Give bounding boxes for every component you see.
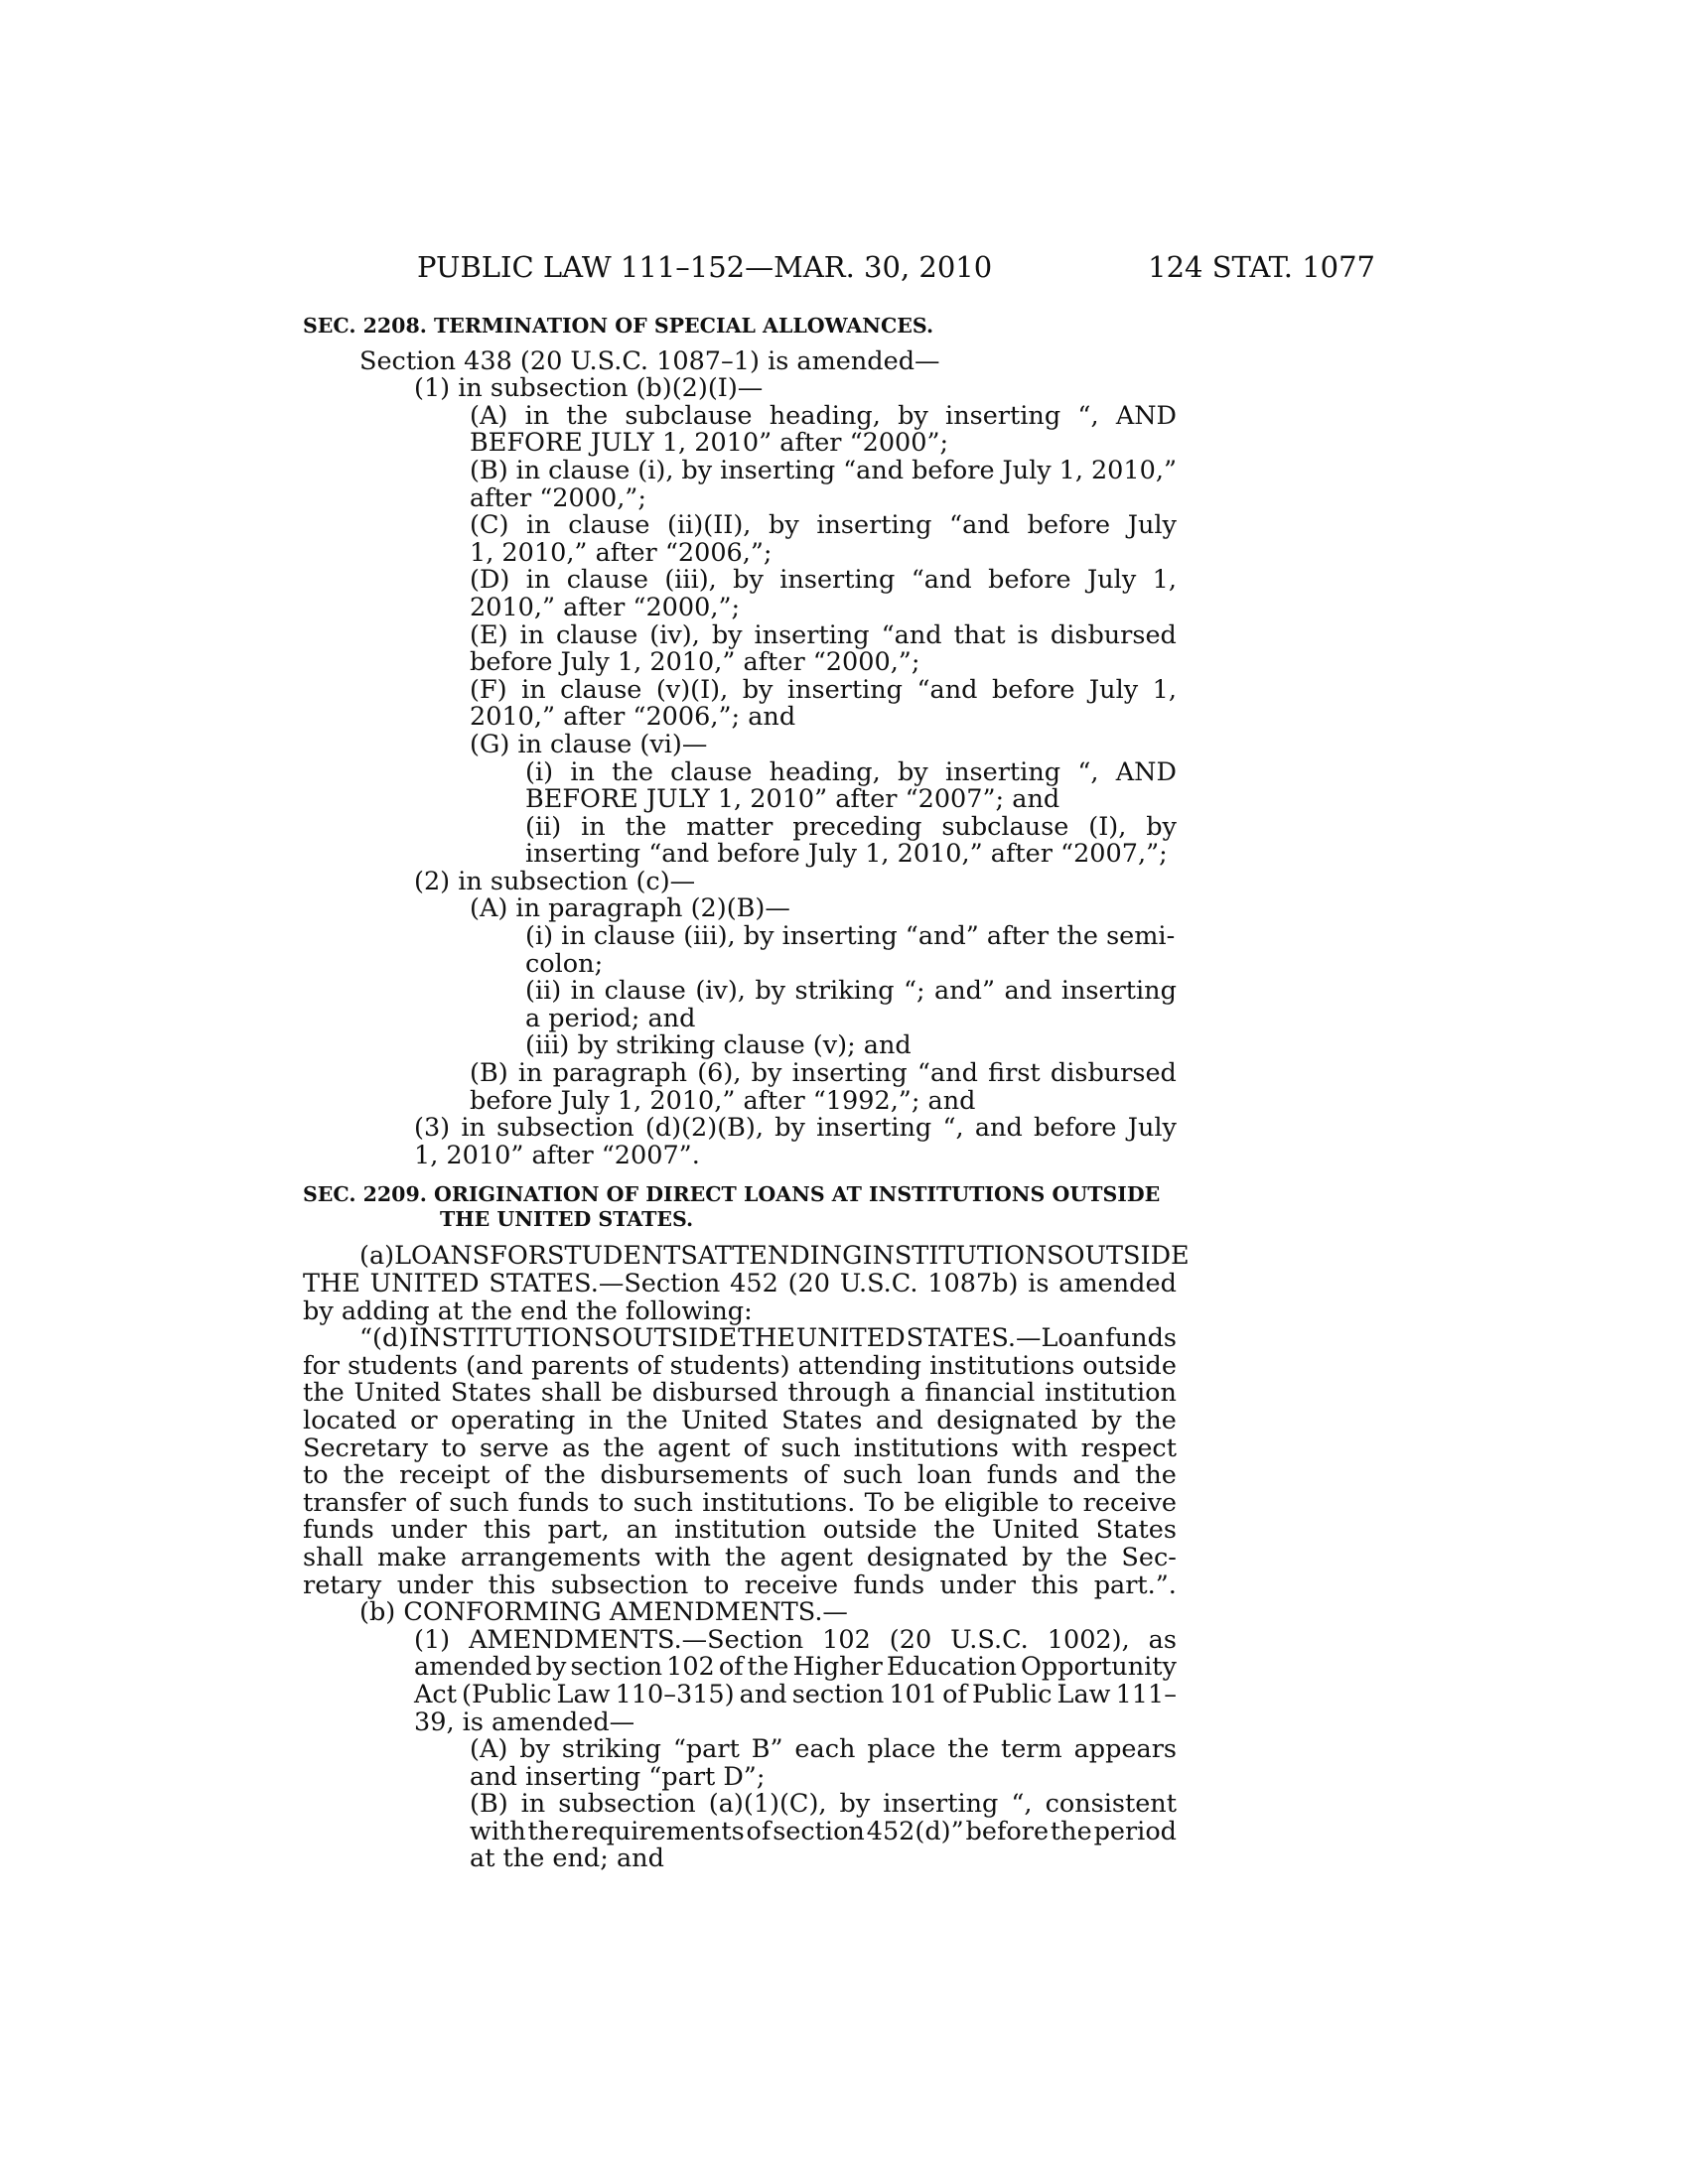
text-line: THE UNITED STATES.—Section 452 (20 U.S.C. 1087b) is amended	[303, 1269, 1177, 1298]
text-line: retary under this subsection to receive funds under this part.”.	[303, 1570, 1177, 1600]
running-header	[303, 250, 1375, 290]
text-line: (ii) in clause (iv), by striking “; and” and inserting	[525, 976, 1177, 1007]
text-line: (B) in paragraph (6), by inserting “and first disbursed	[470, 1058, 1177, 1089]
text-line: inserting “and before July 1, 2010,” after “2007,”;	[525, 839, 1168, 870]
text-line: Section 438 (20 U.S.C. 1087–1) is amended—	[359, 345, 940, 376]
text-line: the United States shall be disbursed through a financial institution	[303, 1378, 1177, 1409]
header-page-number: 124 STAT. 1077	[1148, 250, 1375, 284]
text-line: (a) LOANS FOR STUDENTS ATTENDING INSTITUTIONS OUTSIDE	[359, 1241, 1190, 1272]
text-line: shall make arrangements with the agent designated by the Sec-	[303, 1542, 1177, 1572]
text-line: (A) in the subclause heading, by inserting “, AND	[470, 400, 1177, 431]
text-line: (C) in clause (ii)(II), by inserting “and before July	[470, 510, 1177, 541]
text-line: at the end; and	[470, 1843, 664, 1874]
text-line: Act (Public Law 110–315) and section 101 of Public Law 111–	[414, 1679, 1177, 1709]
text-line: to the receipt of the disbursements of such loan funds and the	[303, 1460, 1177, 1491]
text-line: BEFORE JULY 1, 2010” after “2007”; and	[525, 784, 1060, 815]
text-line: (A) in paragraph (2)(B)—	[470, 893, 790, 924]
text-line: for students (and parents of students) attending institutions outside	[303, 1350, 1177, 1381]
text-line: (D) in clause (iii), by inserting “and before July 1,	[470, 565, 1177, 596]
text-line: (B) in subsection (a)(1)(C), by inserting “, consistent	[470, 1789, 1177, 1820]
text-line: located or operating in the United States and designated by the	[303, 1405, 1177, 1435]
text-line: (G) in clause (vi)—	[470, 729, 708, 759]
document-body	[303, 313, 1190, 1874]
text-line: (2) in subsection (c)—	[414, 866, 696, 896]
text-line: 2010,” after “2006,”; and	[470, 702, 796, 733]
header-citation: PUBLIC LAW 111–152—MAR. 30, 2010	[417, 250, 993, 284]
section-heading: SEC. 2209. ORIGINATION OF DIRECT LOANS AT INSTITUTIONS OUTSIDE	[303, 1182, 1161, 1207]
text-line: (i) in clause (iii), by inserting “and” after the semi-	[525, 921, 1176, 952]
text-line: funds under this part, an institution outside the United States	[303, 1515, 1177, 1546]
text-line: before July 1, 2010,” after “1992,”; and	[470, 1085, 976, 1116]
text-line: colon;	[525, 948, 604, 979]
text-line: 2010,” after “2000,”;	[470, 592, 741, 622]
text-line: with the requirements of section 452(d)” before the period	[470, 1816, 1177, 1846]
text-line: (B) in clause (i), by inserting “and before July 1, 2010,”	[470, 455, 1177, 485]
text-line: (F) in clause (v)(I), by inserting “and before July 1,	[470, 674, 1177, 705]
text-line: transfer of such funds to such institutions. To be eligible to receive	[303, 1487, 1177, 1518]
text-line: after “2000,”;	[470, 482, 646, 513]
text-line: amended by section 102 of the Higher Education Opportunity	[414, 1652, 1177, 1683]
text-line: (3) in subsection (d)(2)(B), by inserting “, and before July	[414, 1113, 1177, 1144]
text-line: before July 1, 2010,” after “2000,”;	[470, 647, 920, 678]
text-line: (E) in clause (iv), by inserting “and that is disbursed	[470, 619, 1177, 650]
text-line: by adding at the end the following:	[303, 1296, 753, 1326]
text-line: and inserting “part D”;	[470, 1761, 766, 1792]
text-line: “(d) INSTITUTIONS OUTSIDE THE UNITED STATES.—Loan funds	[359, 1323, 1177, 1354]
text-line: (ii) in the matter preceding subclause (I), by	[525, 811, 1177, 842]
text-line: (b) CONFORMING AMENDMENTS.—	[359, 1597, 848, 1628]
text-line: 1, 2010,” after “2006,”;	[470, 537, 773, 568]
section-heading-continued: THE UNITED STATES.	[440, 1207, 694, 1232]
text-line: (1) AMENDMENTS.—Section 102 (20 U.S.C. 1002), as	[414, 1624, 1177, 1655]
text-line: 39, is amended—	[414, 1706, 635, 1737]
text-line: 1, 2010” after “2007”.	[414, 1140, 700, 1170]
text-line: (1) in subsection (b)(2)(I)—	[414, 373, 764, 404]
section-heading: SEC. 2208. TERMINATION OF SPECIAL ALLOWANCES.	[303, 314, 934, 338]
text-line: BEFORE JULY 1, 2010” after “2000”;	[470, 428, 949, 459]
text-line: Secretary to serve as the agent of such institutions with respect	[303, 1433, 1177, 1463]
text-line: (i) in the clause heading, by inserting “, AND	[525, 756, 1177, 787]
text-line: (A) by striking “part B” each place the term appears	[470, 1734, 1177, 1765]
text-line: (iii) by striking clause (v); and	[525, 1030, 912, 1061]
text-line: a period; and	[525, 1003, 696, 1033]
